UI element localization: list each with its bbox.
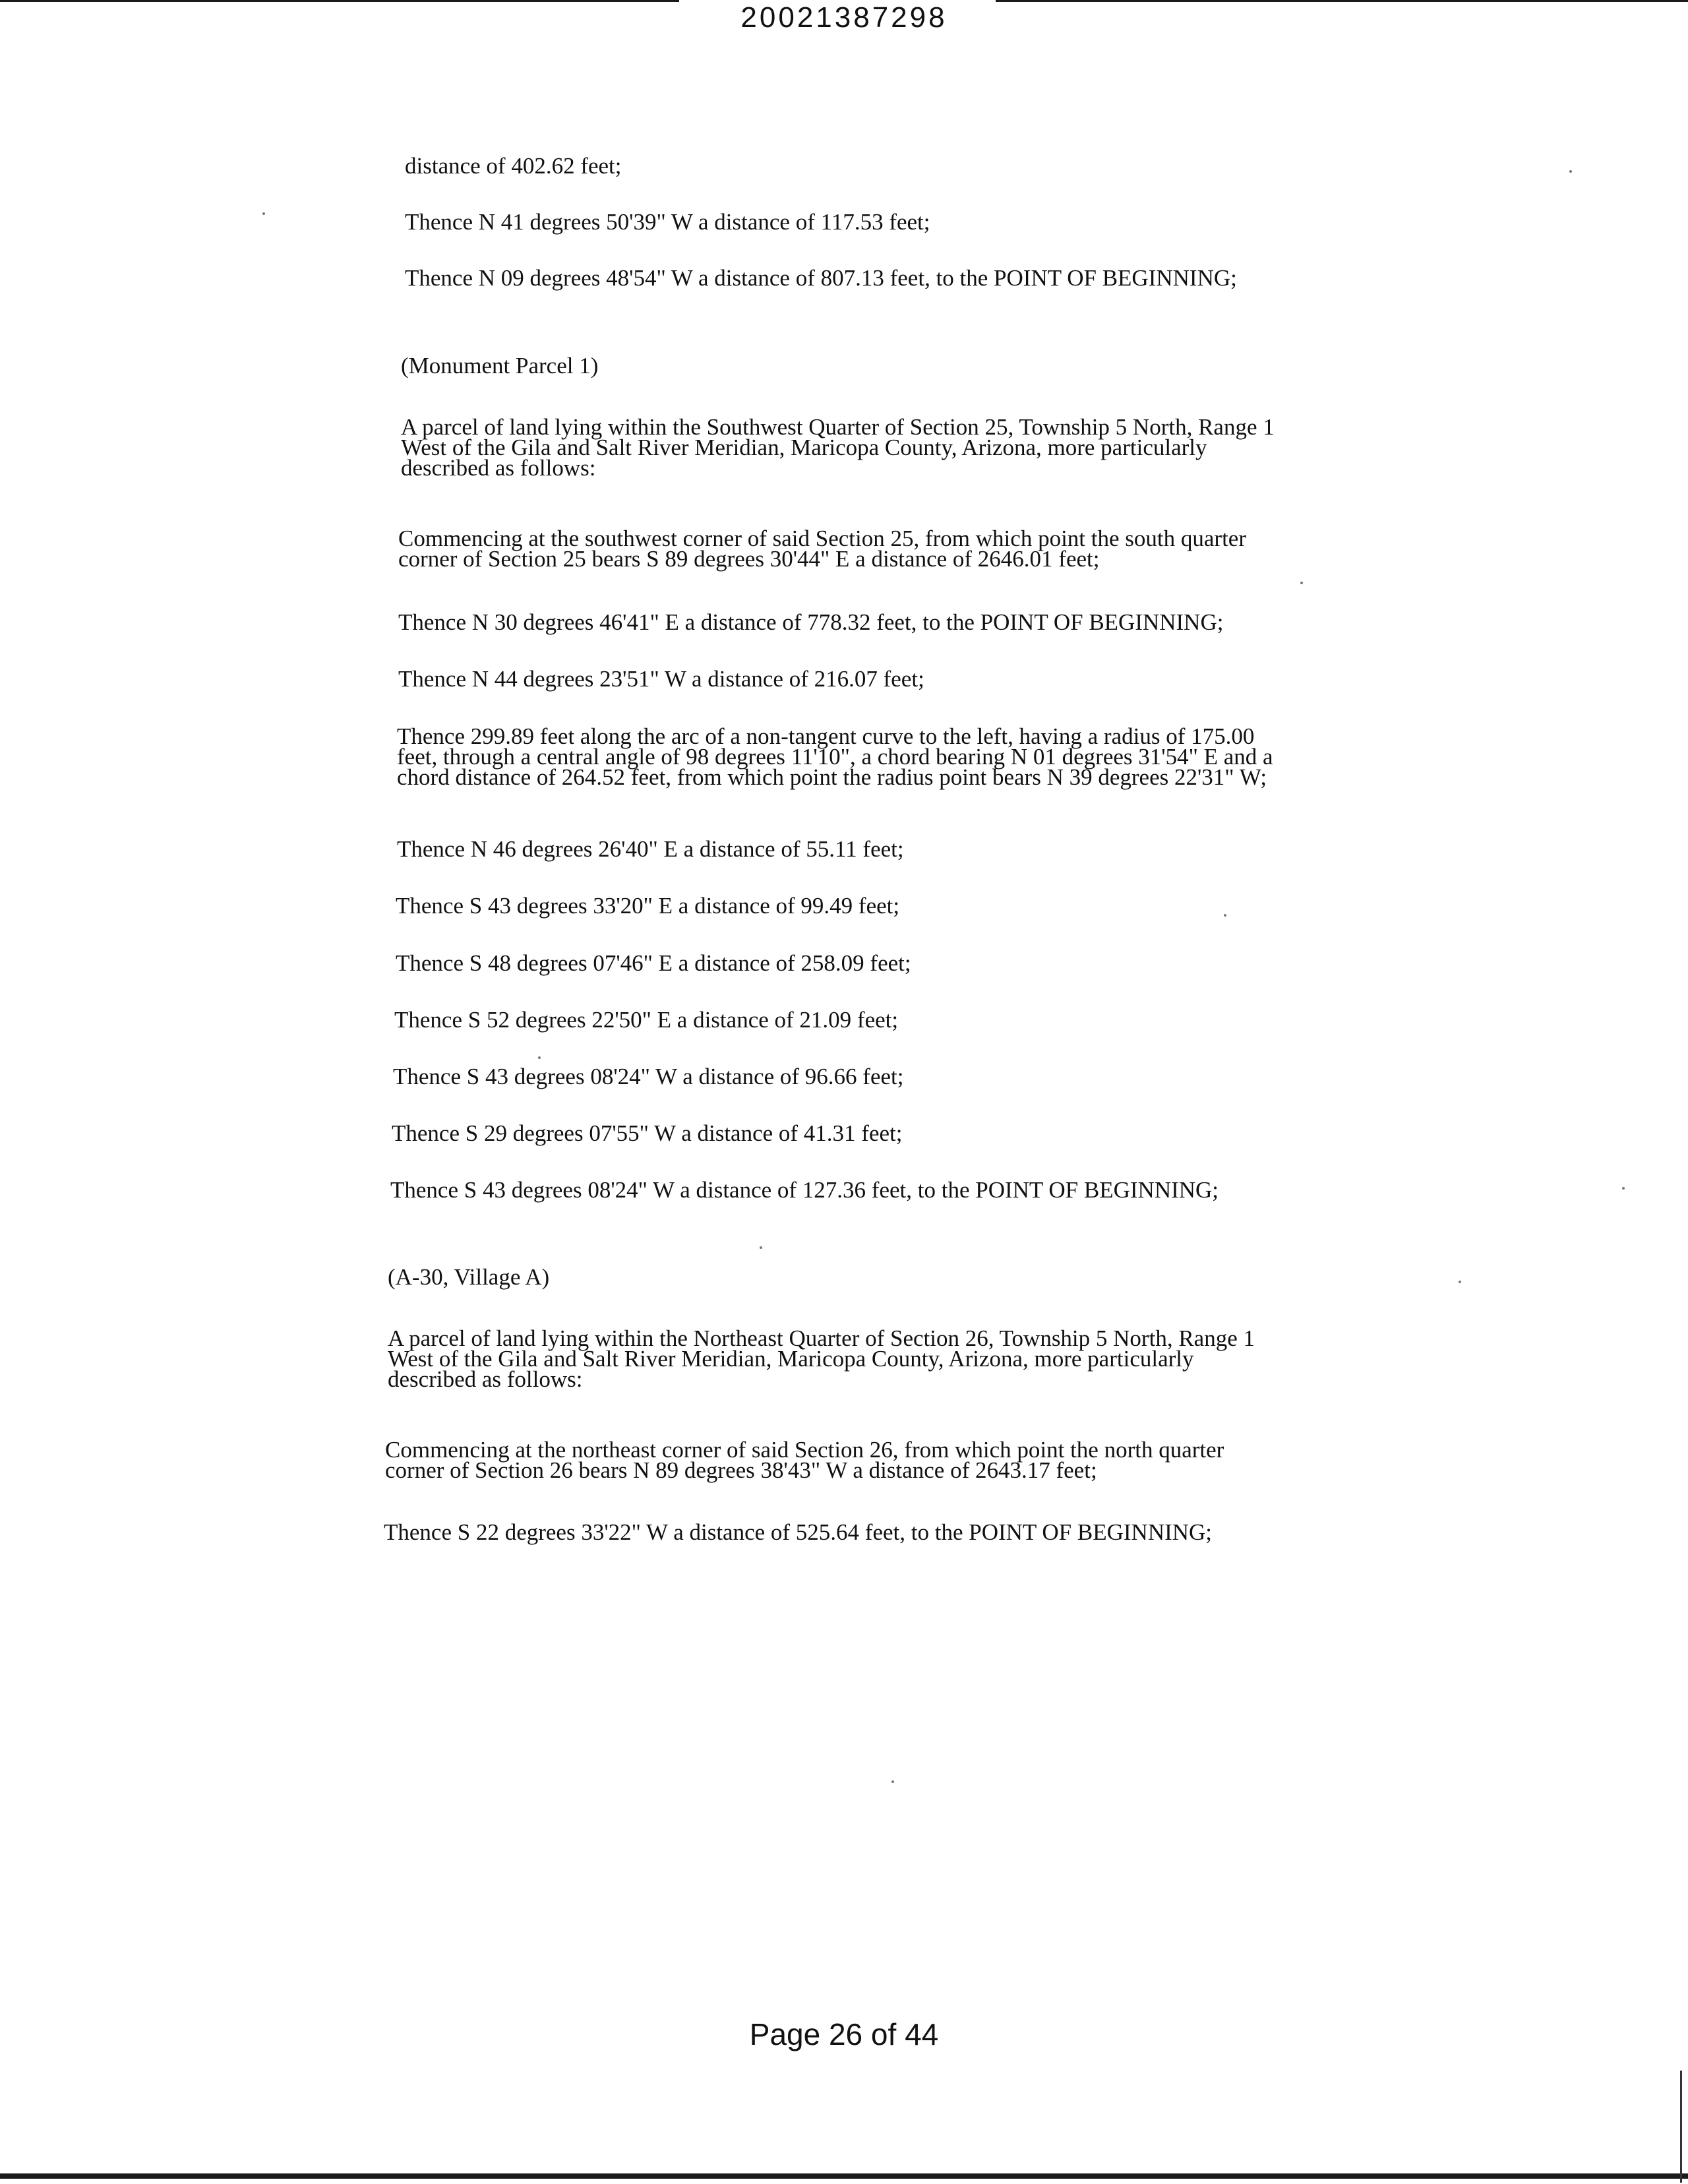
text-line: A parcel of land lying within the Northeast Quarter of Section 26, Township 5 North, Range 1 (388, 1325, 1255, 1351)
text-line: Thence N 44 degrees 23'51" W a distance of 216.07 feet; (398, 666, 924, 692)
text-line: feet, through a central angle of 98 degrees 11'10", a chord bearing N 01 degrees 31'54" E and a (397, 744, 1273, 770)
text-line: corner of Section 25 bears S 89 degrees 30'44" E a distance of 2646.01 feet; (398, 546, 1100, 572)
text-line: distance of 402.62 feet; (405, 153, 622, 179)
scan-edge-right (1680, 2071, 1682, 2183)
text-line: Thence S 48 degrees 07'46" E a distance of 258.09 feet; (396, 950, 911, 976)
scan-speck (760, 1246, 762, 1249)
text-line: Thence S 43 degrees 08'24" W a distance of 127.36 feet, to the POINT OF BEGINNING; (390, 1177, 1219, 1203)
scan-speck (262, 212, 265, 215)
scan-speck (1459, 1281, 1461, 1283)
text-line: Thence N 30 degrees 46'41" E a distance of 778.32 feet, to the POINT OF BEGINNING; (398, 609, 1224, 635)
text-line: Thence S 43 degrees 08'24" W a distance of 96.66 feet; (393, 1064, 904, 1089)
text-line: Thence S 29 degrees 07'55" W a distance of 41.31 feet; (392, 1120, 903, 1146)
text-line: Thence S 52 degrees 22'50" E a distance of 21.09 feet; (394, 1007, 899, 1033)
scan-speck (1622, 1187, 1625, 1190)
recording-number: 20021387298 (740, 1, 948, 34)
scan-speck (1569, 170, 1572, 173)
text-line: West of the Gila and Salt River Meridian, Maricopa County, Arizona, more particularly (401, 435, 1207, 460)
text-line: Thence S 22 degrees 33'22" W a distance of 525.64 feet, to the POINT OF BEGINNING; (384, 1519, 1213, 1545)
section-heading: (A-30, Village A) (388, 1264, 550, 1290)
text-line: described as follows: (388, 1366, 583, 1392)
text-line: Thence N 46 degrees 26'40" E a distance of 55.11 feet; (397, 836, 904, 862)
text-line: Thence S 43 degrees 33'20" E a distance of 99.49 feet; (396, 893, 900, 919)
text-line: A parcel of land lying within the Southwest Quarter of Section 25, Township 5 North, Range 1 (401, 414, 1275, 440)
scan-speck (1300, 582, 1303, 584)
text-line: Thence 299.89 feet along the arc of a non-tangent curve to the left, having a radius of 175.00 (397, 723, 1255, 749)
text-line: corner of Section 26 bears N 89 degrees 38'43" W a distance of 2643.17 feet; (385, 1457, 1097, 1483)
text-line: Thence N 09 degrees 48'54" W a distance of 807.13 feet, to the POINT OF BEGINNING; (405, 265, 1237, 291)
text-line: Commencing at the southwest corner of said Section 25, from which point the south quarter (398, 526, 1246, 551)
scan-speck (1224, 914, 1226, 917)
text-line: Commencing at the northeast corner of said Section 26, from which point the north quarter (385, 1437, 1224, 1463)
text-line: described as follows: (401, 455, 596, 481)
text-line: West of the Gila and Salt River Meridian, Maricopa County, Arizona, more particularly (388, 1346, 1194, 1372)
text-line: chord distance of 264.52 feet, from which point the radius point bears N 39 degrees 22'31" W; (397, 764, 1267, 790)
text-line: Thence N 41 degrees 50'39" W a distance of 117.53 feet; (405, 209, 930, 235)
section-heading: (Monument Parcel 1) (401, 353, 599, 379)
scan-border-bottom (0, 2173, 1688, 2179)
scan-speck (538, 1056, 541, 1059)
page-number: Page 26 of 44 (749, 2017, 939, 2051)
scan-speck (891, 1780, 894, 1783)
